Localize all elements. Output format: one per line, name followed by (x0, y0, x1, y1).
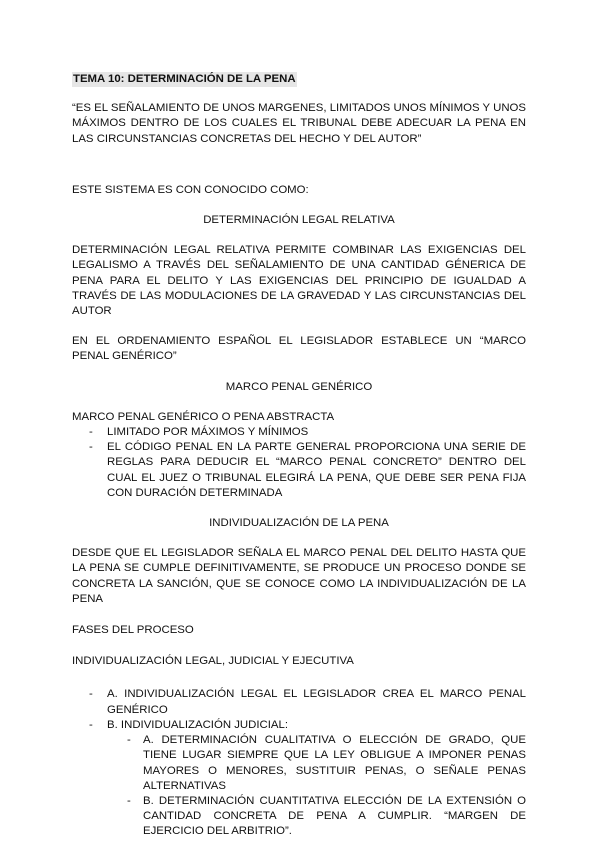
list-item (72, 733, 526, 794)
list-item-text: B. DETERMINACIÓN CUANTITATIVA ELECCIÓN DE LA EXTENSIÓN O CANTIDAD CONCRETA DE PENA A CUMPLIR. “MARGEN DE EJERCICIO DEL ARBITRIO”. (143, 794, 526, 838)
paragraph-individualization: DESDE QUE EL LEGISLADOR SEÑALA EL MARCO PENAL DEL DELITO HASTA QUE LA PENA SE CUMPLE DEFINITIVAMENTE, SE PRODUCE UN PROCESO DONDE SE CONCRETA LA SANCIÓN, QUE SE CONOCE COMO LA INDIVIDUALIZACIÓN DE LA PENA (72, 547, 526, 605)
system-known-line: ESTE SISTEMA ES CON CONOCIDO COMO: (72, 183, 309, 196)
dash-bullet: - (89, 688, 93, 701)
dash-bullet: - (127, 794, 131, 807)
list-item (72, 687, 526, 717)
list-item (72, 440, 526, 501)
judicial-sublist (72, 733, 526, 839)
list-item-text: A. INDIVIDUALIZACIÓN LEGAL EL LEGISLADOR CREA EL MARCO PENAL GENÉRICO (107, 688, 526, 716)
individualization-types: INDIVIDUALIZACIÓN LEGAL, JUDICIAL Y EJECUTIVA (72, 655, 354, 668)
dash-bullet: - (89, 718, 93, 731)
document-page (72, 72, 526, 840)
dash-bullet: - (89, 426, 93, 439)
list-item-text: A. DETERMINACIÓN CUALITATIVA O ELECCIÓN DE GRADO, QUE TIENE LUGAR SIEMPRE QUE LA LEY OBLIGUE A IMPONER PENAS MAYORES O MENORES, SUSTITUIR PENAS, O SEÑALE PENAS ALTERNATIVAS (143, 734, 526, 792)
heading-marco-penal: MARCO PENAL GENÉRICO (225, 380, 373, 393)
phases-list (72, 687, 526, 839)
list-item (72, 718, 526, 840)
paragraph-legal-relative: DETERMINACIÓN LEGAL RELATIVA PERMITE COMBINAR LAS EXIGENCIAS DEL LEGALISMO A TRAVÉS DEL SEÑALAMIENTO DE UNA CANTIDAD GÉNERICA DE PENA PARA EL DELITO Y LAS EXIGENCIAS DEL PRINCIPIO DE IGUALDAD A TRAVÉS DE LAS MODULACIONES DE LA GRAVEDAD Y LAS CIRCUNSTANCIAS DEL AUTOR (72, 244, 526, 318)
marco-intro: MARCO PENAL GENÉRICO O PENA ABSTRACTA (72, 410, 335, 423)
list-item-text: B. INDIVIDUALIZACIÓN JUDICIAL: (107, 718, 289, 731)
dash-bullet: - (127, 734, 131, 747)
paragraph-spanish-order: EN EL ORDENAMIENTO ESPAÑOL EL LEGISLADOR ESTABLECE UN “MARCO PENAL GENÉRICO” (72, 335, 526, 363)
definition-quote: “ES EL SEÑALAMIENTO DE UNOS MARGENES, LIMITADOS UNOS MÍNIMOS Y UNOS MÁXIMOS DENTRO DE LOS CUALES EL TRIBUNAL DEBE ADECUAR LA PENA EN LAS CIRCUNSTANCIAS CONCRETAS DEL HECHO Y DEL AUTOR” (72, 102, 526, 145)
list-item-text: EL CÓDIGO PENAL EN LA PARTE GENERAL PROPORCIONA UNA SERIE DE REGLAS PARA DEDUCIR EL “MARCO PENAL CONCRETO” DENTRO DEL CUAL EL JUEZ O TRIBUNAL ELEGIRÁ LA PENA, QUE DEBE SER PENA FIJA CON DURACIÓN DETERMINADA (107, 441, 526, 499)
list-item (72, 425, 526, 440)
list-item (72, 794, 526, 840)
heading-individualization: INDIVIDUALIZACIÓN DE LA PENA (209, 517, 389, 530)
marco-list (72, 425, 526, 501)
dash-bullet: - (89, 441, 93, 454)
document-title: TEMA 10: DETERMINACIÓN DE LA PENA (72, 72, 297, 87)
list-item-text: LIMITADO POR MÁXIMOS Y MÍNIMOS (107, 426, 309, 439)
heading-legal-relative: DETERMINACIÓN LEGAL RELATIVA (203, 214, 395, 227)
phases-heading: FASES DEL PROCESO (72, 624, 194, 637)
